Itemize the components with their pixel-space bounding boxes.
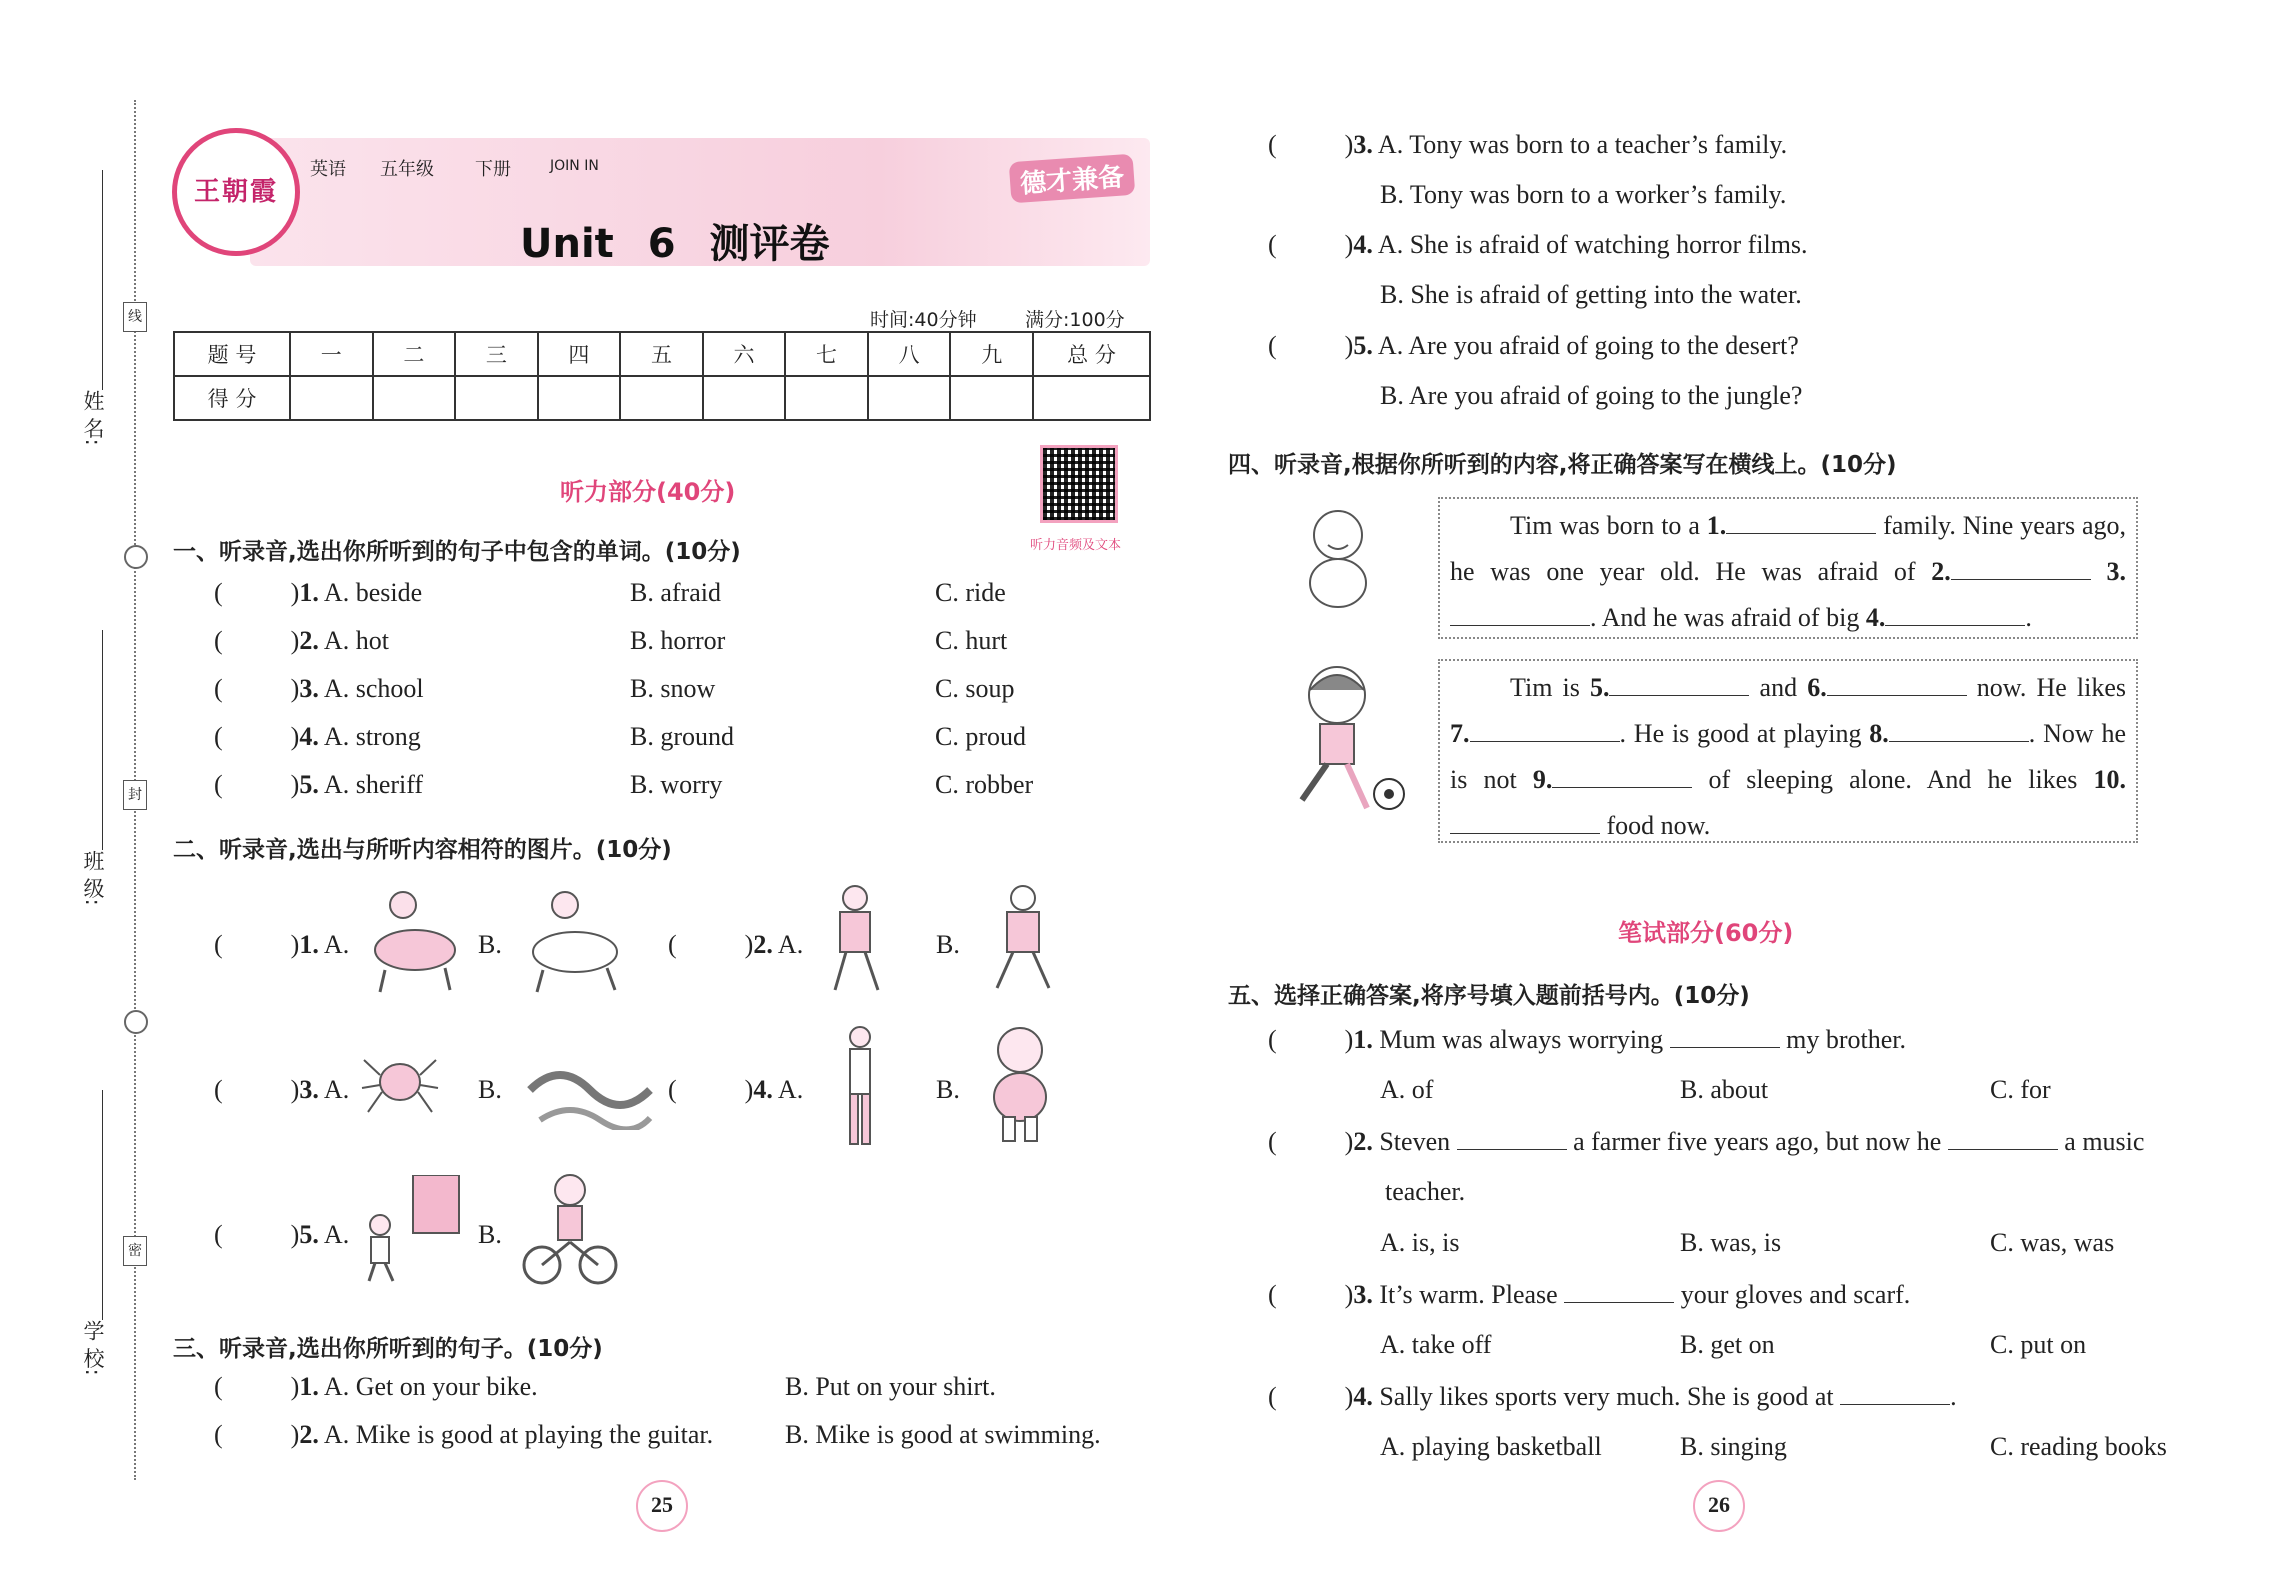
part3-item-5: ( )5. A. Are you afraid of going to the desert?: [1268, 331, 1799, 360]
score-cell: 九: [950, 332, 1033, 376]
part5-q3-a: A. take off: [1380, 1330, 1492, 1359]
question-text: your gloves and scarf.: [1674, 1280, 1911, 1309]
full-score: 满分:100分: [1025, 309, 1125, 331]
part1-option-b: B. snow: [630, 674, 716, 703]
blank-number: 2.: [1931, 557, 1951, 586]
part1-item-1: ( )1. A. beside: [214, 578, 423, 607]
score-input-cell[interactable]: [868, 376, 951, 420]
passage-text: Tim is: [1510, 673, 1590, 702]
part1-option-c: C. soup: [935, 674, 1015, 703]
part3-item-5-b: B. Are you afraid of going to the jungle?: [1380, 381, 1803, 410]
listening-title: 听力部分(40分): [560, 478, 736, 506]
part3-item-1-b: B. Put on your shirt.: [785, 1372, 996, 1401]
answer-blank[interactable]: [1670, 1047, 1780, 1048]
score-input-cell[interactable]: [1033, 376, 1150, 420]
option-a: A. Are you afraid of going to the desert?: [1377, 331, 1799, 360]
class-label: 班 级:: [81, 850, 105, 906]
answer-blank[interactable]: [1450, 833, 1600, 834]
class-underline: [102, 630, 103, 850]
part5-q2: ( )2. Steven a farmer five years ago, but now he a music: [1268, 1127, 2145, 1156]
subject-label: 英语: [310, 159, 346, 180]
part2-q4: ( )4. A.: [668, 1075, 804, 1104]
part5-q2-cont: teacher.: [1385, 1177, 1466, 1206]
option-a: A. Mike is good at playing the guitar.: [323, 1420, 714, 1449]
qr-caption: 听力音频及文本: [1030, 538, 1122, 553]
blank-number: 9.: [1532, 765, 1553, 794]
question-number: 2.: [299, 1420, 319, 1449]
part3-item-1: ( )1. A. Get on your bike.: [214, 1372, 538, 1401]
answer-blank[interactable]: [1726, 533, 1876, 534]
option-a: A. She is afraid of watching horror films.: [1377, 230, 1808, 259]
option-a-label: A.: [323, 1075, 350, 1104]
part5-q1: ( )1. Mum was always worrying my brother.: [1268, 1025, 1907, 1054]
option-a: A. beside: [323, 578, 423, 607]
part5-q4: ( )4. Sally likes sports very much. She is good at .: [1268, 1382, 1957, 1411]
page-number-right: 26: [1693, 1480, 1745, 1532]
score-cell: 五: [620, 332, 703, 376]
part5-q1-c: C. for: [1990, 1075, 2051, 1104]
part2-q2: ( )2. A.: [668, 930, 804, 959]
grade-label: 五年级: [380, 159, 434, 180]
passage-text: family. Nine years ago, he was one year old. He was afraid of: [1450, 511, 2126, 586]
part1-item-5: ( )5. A. sheriff: [214, 770, 424, 799]
question-text: a farmer five years ago, but now he: [1566, 1127, 1948, 1156]
question-number: 2.: [753, 930, 773, 959]
passage-1: [1438, 497, 2138, 639]
answer-blank[interactable]: [1951, 579, 2091, 580]
boy-with-tv-picture[interactable]: [355, 1175, 465, 1285]
option-a-label: A.: [323, 1220, 350, 1249]
passage-text: Tim was born to a: [1510, 511, 1707, 540]
question-text: .: [1950, 1382, 1957, 1411]
option-a-label: A.: [777, 930, 804, 959]
part1-option-b: B. afraid: [630, 578, 721, 607]
passage-text: now. He likes: [1966, 673, 2126, 702]
part3-item-4: ( )4. A. She is afraid of watching horror films.: [1268, 230, 1808, 259]
score-cell: 得 分: [174, 376, 290, 420]
part5-q2-a: A. is, is: [1380, 1228, 1460, 1257]
part1-option-b: B. ground: [630, 722, 734, 751]
binding-mark-line: 线: [123, 302, 147, 332]
part3-title: 三、听录音,选出你所听到的句子。(10分): [173, 1336, 603, 1362]
part2-q5-b-label: B.: [478, 1220, 502, 1249]
passage-text: of sleeping alone. And he likes: [1692, 765, 2094, 794]
passage-text: . He is good at playing: [1619, 719, 1870, 748]
edition-label: JOIN IN: [550, 158, 599, 174]
passage-text: and: [1749, 673, 1808, 702]
part5-q3-c: C. put on: [1990, 1330, 2087, 1359]
question-number: 3.: [1353, 1280, 1373, 1309]
part5-q3: ( )3. It’s warm. Please your gloves and scarf.: [1268, 1280, 1911, 1309]
answer-blank[interactable]: [1470, 741, 1620, 742]
answer-blank[interactable]: [1552, 787, 1692, 788]
question-number: 3.: [299, 674, 319, 703]
part5-q4-c: C. reading books: [1990, 1432, 2167, 1461]
question-number: 4.: [1353, 1382, 1373, 1411]
option-a: A. sheriff: [323, 770, 424, 799]
score-cell: 八: [868, 332, 951, 376]
part5-q1-b: B. about: [1680, 1075, 1769, 1104]
score-cell: 题 号: [174, 332, 290, 376]
brand-logo: [172, 128, 300, 256]
part1-option-b: B. worry: [630, 770, 723, 799]
boy-football-picture: [1272, 660, 1412, 820]
score-input-cell[interactable]: [290, 376, 373, 420]
score-cell: 三: [455, 332, 538, 376]
brand-name: 王朝霞: [193, 177, 278, 207]
part5-q1-a: A. of: [1380, 1075, 1434, 1104]
part2-q2-b-label: B.: [936, 930, 960, 959]
score-cell: 总 分: [1033, 332, 1150, 376]
question-number: 1.: [299, 1372, 319, 1401]
score-input-cell[interactable]: [373, 376, 456, 420]
option-a: A. hot: [323, 626, 389, 655]
snake-picture[interactable]: [520, 1050, 660, 1130]
question-text: a music: [2057, 1127, 2145, 1156]
question-number: 4.: [299, 722, 319, 751]
blank-number: 6.: [1807, 673, 1827, 702]
question-text: Sally likes sports very much. She is good at: [1379, 1382, 1841, 1411]
question-number: 1.: [299, 578, 319, 607]
answer-blank[interactable]: [1564, 1302, 1674, 1303]
part1-item-4: ( )4. A. strong: [214, 722, 421, 751]
baby-picture: [1290, 505, 1385, 615]
chubby-boy-picture[interactable]: [985, 1025, 1055, 1145]
binding-mark-secret: 密: [123, 1236, 147, 1266]
passage-text: food now.: [1600, 811, 1711, 840]
score-table-header-row: [174, 332, 1150, 376]
part1-item-2: ( )2. A. hot: [214, 626, 389, 655]
part5-q3-b: B. get on: [1680, 1330, 1775, 1359]
school-underline: [102, 1090, 103, 1320]
blank-number: 10.: [2093, 765, 2126, 794]
passage-text: . Now he is not: [1450, 719, 2126, 794]
spider-picture[interactable]: [360, 1040, 440, 1120]
question-number: 5.: [299, 770, 319, 799]
question-number: 3.: [299, 1075, 319, 1104]
part4-title: 四、听录音,根据你所听到的内容,将正确答案写在横线上。(10分): [1228, 452, 1897, 478]
passage-2: [1438, 659, 2138, 843]
part1-title: 一、听录音,选出你所听到的句子中包含的单词。(10分): [173, 539, 741, 565]
answer-blank[interactable]: [1827, 695, 1967, 696]
blank-number: 5.: [1589, 673, 1610, 702]
part3-item-2-b: B. Mike is good at swimming.: [785, 1420, 1101, 1449]
part3-item-3-b: B. Tony was born to a worker’s family.: [1380, 180, 1787, 209]
score-cell: 一: [290, 332, 373, 376]
answer-blank[interactable]: [1457, 1149, 1567, 1150]
question-text: Mum was always worrying: [1379, 1025, 1670, 1054]
part3-item-4-b: B. She is afraid of getting into the water.: [1380, 280, 1802, 309]
part1-option-b: B. horror: [630, 626, 726, 655]
part5-title: 五、选择正确答案,将序号填入题前括号内。(10分): [1228, 983, 1750, 1009]
score-input-cell[interactable]: [785, 376, 868, 420]
question-number: 1.: [1353, 1025, 1373, 1054]
score-cell: 六: [703, 332, 786, 376]
score-cell: 七: [785, 332, 868, 376]
question-number: 5.: [1353, 331, 1373, 360]
part2-q1-b-label: B.: [478, 930, 502, 959]
passage-text: .: [2025, 603, 2032, 632]
part5-q2-c: C. was, was: [1990, 1228, 2115, 1257]
name-underline: [102, 170, 103, 390]
part3-item-3: ( )3. A. Tony was born to a teacher’s family.: [1268, 130, 1788, 159]
answer-blank[interactable]: [1889, 741, 2029, 742]
passage-text: . And he was afraid of big: [1590, 603, 1866, 632]
question-number: 2.: [299, 626, 319, 655]
badge: 德才兼备: [1009, 154, 1136, 204]
part5-q2-b: B. was, is: [1680, 1228, 1782, 1257]
binding-mark-seal: 封: [123, 780, 147, 810]
score-cell: 二: [373, 332, 456, 376]
blank-number: 7.: [1450, 719, 1470, 748]
part1-option-c: C. robber: [935, 770, 1034, 799]
part1-option-c: C. ride: [935, 578, 1006, 607]
question-text: It’s warm. Please: [1379, 1280, 1565, 1309]
part2-title: 二、听录音,选出与所听内容相符的图片。(10分): [173, 837, 672, 863]
school-label: 学 校:: [81, 1320, 105, 1376]
question-number: 2.: [1353, 1127, 1373, 1156]
score-table-score-row: [174, 376, 1150, 420]
part5-q4-b: B. singing: [1680, 1432, 1787, 1461]
part3-item-2: ( )2. A. Mike is good at playing the guitar.: [214, 1420, 714, 1449]
blank-number: 3.: [2106, 557, 2126, 586]
qr-code[interactable]: [1040, 445, 1118, 523]
question-text: my brother.: [1779, 1025, 1907, 1054]
tall-boy-picture[interactable]: [840, 1025, 880, 1150]
part2-q5: ( )5. A.: [214, 1220, 350, 1249]
answer-blank[interactable]: [1948, 1149, 2058, 1150]
girl-on-bike-picture[interactable]: [520, 1170, 620, 1290]
option-a: A. Get on your bike.: [323, 1372, 538, 1401]
page-number-left: 25: [636, 1480, 688, 1532]
score-input-cell[interactable]: [538, 376, 621, 420]
picture-option-b[interactable]: [975, 880, 1070, 995]
answer-blank[interactable]: [1609, 695, 1749, 696]
part2-q3-b-label: B.: [478, 1075, 502, 1104]
option-a: A. strong: [323, 722, 421, 751]
binding-circle-1: [124, 545, 148, 569]
page-title: Unit 6 测评卷: [520, 221, 830, 267]
score-table: [173, 331, 1151, 421]
picture-option-a[interactable]: [355, 880, 465, 995]
score-input-cell[interactable]: [620, 376, 703, 420]
part2-q1: ( )1. A.: [214, 930, 350, 959]
answer-blank[interactable]: [1840, 1404, 1950, 1405]
blank-number: 8.: [1869, 719, 1889, 748]
part1-option-c: C. hurt: [935, 626, 1008, 655]
name-label: 姓 名:: [81, 390, 105, 446]
writing-title: 笔试部分(60分): [1618, 919, 1794, 947]
question-number: 3.: [1353, 130, 1373, 159]
time-limit: 时间:40分钟: [870, 309, 977, 331]
option-a-label: A.: [777, 1075, 804, 1104]
part2-q3: ( )3. A.: [214, 1075, 350, 1104]
answer-blank[interactable]: [1885, 625, 2025, 626]
option-a: A. school: [323, 674, 424, 703]
score-cell: 四: [538, 332, 621, 376]
score-input-cell[interactable]: [703, 376, 786, 420]
volume-label: 下册: [475, 159, 511, 180]
option-a: A. Tony was born to a teacher’s family.: [1377, 130, 1788, 159]
answer-blank[interactable]: [1450, 625, 1590, 626]
part2-q4-b-label: B.: [936, 1075, 960, 1104]
question-number: 4.: [1353, 230, 1373, 259]
part5-q4-a: A. playing basketball: [1380, 1432, 1602, 1461]
part1-option-c: C. proud: [935, 722, 1026, 751]
score-input-cell[interactable]: [950, 376, 1033, 420]
part1-item-3: ( )3. A. school: [214, 674, 424, 703]
picture-option-a[interactable]: [810, 880, 905, 995]
question-number: 4.: [753, 1075, 773, 1104]
question-number: 1.: [299, 930, 319, 959]
option-a-label: A.: [323, 930, 350, 959]
question-number: 5.: [299, 1220, 319, 1249]
picture-option-b[interactable]: [515, 880, 635, 995]
blank-number: 1.: [1706, 511, 1727, 540]
score-input-cell[interactable]: [455, 376, 538, 420]
blank-number: 4.: [1865, 603, 1886, 632]
question-text: Steven: [1379, 1127, 1457, 1156]
binding-circle-2: [124, 1010, 148, 1034]
